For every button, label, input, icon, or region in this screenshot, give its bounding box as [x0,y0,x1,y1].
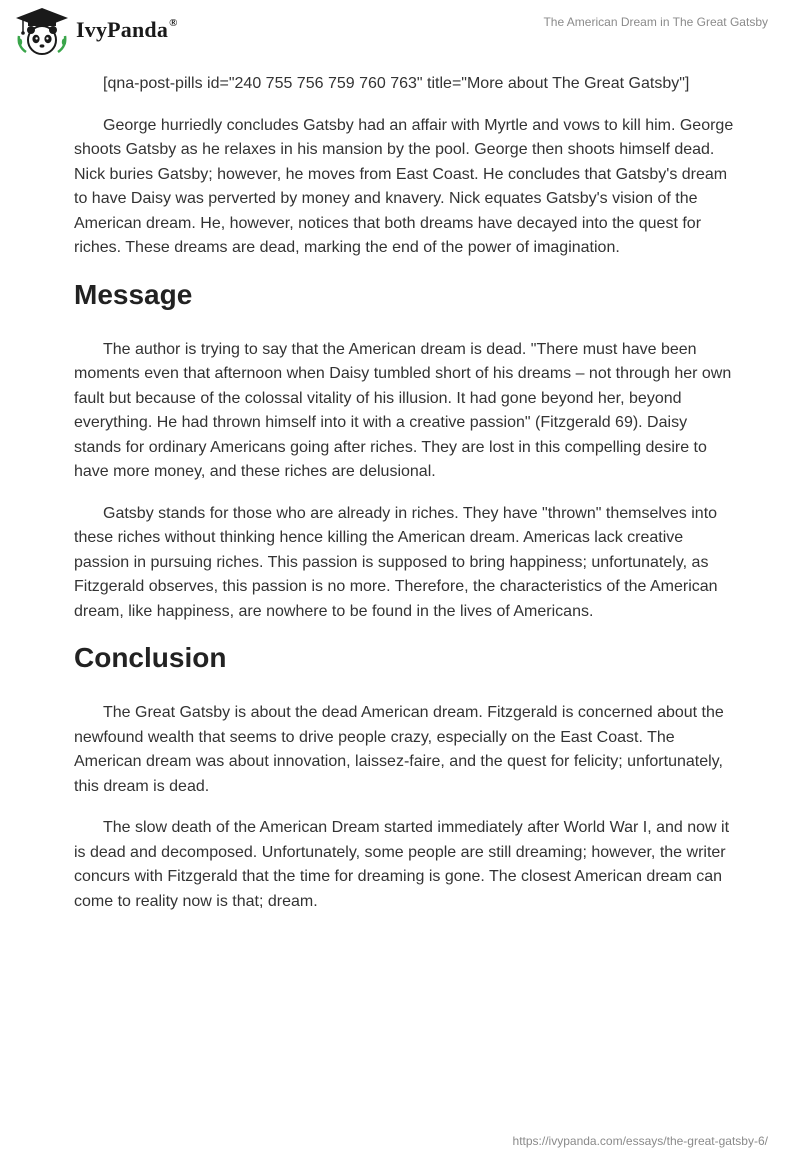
panda-logo-icon [14,6,70,56]
brand-name [76,17,178,43]
conclusion-heading: Conclusion [74,642,227,673]
page-header [0,0,800,62]
logo[interactable] [14,6,178,56]
qna-shortcode: [qna-post-pills id="240 755 756 759 760 763" title="More about The Great Gatsby"] [103,75,690,92]
message-paragraph-1: The author is trying to say that the American dream is dead. "There must have been moments even that afternoon when Daisy tumbled short of his dreams – not through her own fault but because of the colossal vitality of his illusion. It had gone beyond her, beyond everything. He had thrown himself into it with a creative passion" (Fitzgerald 69). Daisy stands for ordinary Americans going after riches. They are lost in this compelling desire to have more money, and these riches are delusional. [74,340,732,480]
message-heading: Message [74,278,193,310]
registered-mark: ® [169,16,178,29]
source-url[interactable]: https://ivypanda.com/essays/the-great-gatsby-6/ [512,1134,768,1148]
document-title: The American Dream in The Great Gatsby [543,15,768,29]
intro-paragraph: George hurriedly concludes Gatsby had an affair with Myrtle and vows to kill him. George shoots Gatsby as he relaxes in his mansion by the pool. George then shoots himself dead. Nick buries Gatsby; however, he moves from East Coast. He concludes that Gatsby's dream to have Daisy was perverted by money and knavery. Nick equates Gatsby's vision of the American dream. He, however, notices that both dreams have decayed into the quest for riches. These dreams are dead, marking the end of the power of imagination. [74,116,734,256]
conclusion-paragraph-1: The Great Gatsby is about the dead American dream. Fitzgerald is concerned about the newfound wealth that seems to drive people crazy, especially on the East Coast. The American dream was about innovation, laissez-faire, and the quest for felicity; unfortunately, this dream is dead. [74,704,724,795]
conclusion-paragraph-2: The slow death of the American Dream started immediately after World War I, and now it is dead and decomposed. Unfortunately, some people are still dreaming; however, the writer concurs with Fitzgerald that the time for dreaming is gone. The closest American dream can come to reality now is that; dream. [74,819,730,910]
message-paragraph-2: Gatsby stands for those who are already in riches. They have "thrown" themselves into these riches without thinking hence killing the American dream. Americas lack creative passion in pursuing riches. This passion is supposed to bring happiness; unfortunately, as Fitzgerald observes, this passion is no more. Therefore, the characteristics of the American dream, like happiness, are nowhere to be found in the lives of Americans. [74,504,718,620]
brand-name-text: IvyPanda [76,17,169,42]
essay-content [74,72,734,931]
